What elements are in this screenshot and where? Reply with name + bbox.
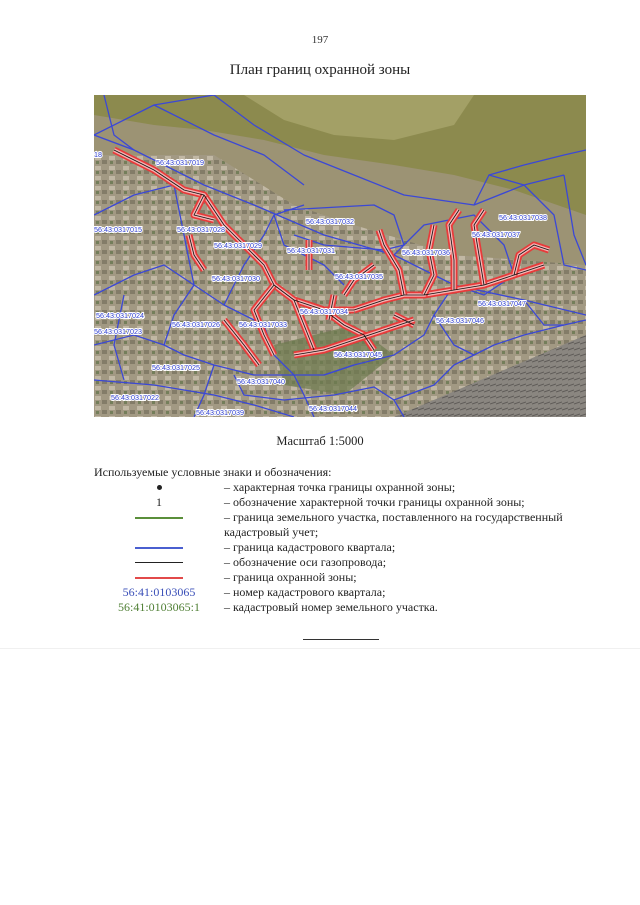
legend-item-text: – номер кадастрового квартала; xyxy=(224,585,386,599)
quarter-label: 56:43:0317029 xyxy=(214,241,262,250)
quarter-label: 56:43:0317047 xyxy=(478,299,526,308)
red-line-icon xyxy=(94,570,224,585)
legend-item-text: – обозначение оси газопровода; xyxy=(224,555,387,569)
quarter-label: 56:43:0317022 xyxy=(111,393,159,402)
legend-heading: Используемые условные знаки и обозначения: xyxy=(94,465,332,479)
quarter-label: 56:43:0317039 xyxy=(196,408,244,417)
quarter-label: 56:43:0317015 xyxy=(94,225,142,234)
quarter-label: 56:43:0317037 xyxy=(472,230,520,239)
quarter-label: 56:43:0317028 xyxy=(177,225,225,234)
quarter-label: 56:43:0317046 xyxy=(436,316,484,325)
quarter-label: 56:43:0317036 xyxy=(402,248,450,257)
map-scale: Масштаб 1:5000 xyxy=(276,434,364,448)
quarter-label: 56:43:0317044 xyxy=(309,404,357,413)
page-number: 197 xyxy=(311,34,329,46)
quarter-label: 56:43:0317038 xyxy=(499,213,547,222)
quarter-label: 56:43:0317023 xyxy=(94,327,142,336)
green-line-icon xyxy=(94,510,224,525)
legend-item xyxy=(94,570,594,585)
quarter-label: 56:43:0317033 xyxy=(239,320,287,329)
quarter-label: 56:43:0317019 xyxy=(156,158,204,167)
point-number-symbol: 1 xyxy=(156,495,162,509)
quarter-label: 56:43:0317031 xyxy=(287,246,335,255)
legend xyxy=(94,480,594,615)
quarter-label: 56:43:0317035 xyxy=(335,272,383,281)
quarter-label: 18 xyxy=(94,150,102,159)
protection-zone-map[interactable] xyxy=(94,95,586,417)
end-divider xyxy=(303,639,379,640)
quarter-label: 56:43:0317040 xyxy=(237,377,285,386)
legend-item xyxy=(94,480,594,495)
quarter-label: 56:43:0317045 xyxy=(334,350,382,359)
legend-item-text: – обозначение характерной точки границы охранной зоны; xyxy=(224,495,525,509)
legend-item xyxy=(94,540,594,555)
quarter-number-sample: 56:41:0103065 xyxy=(122,585,196,599)
quarter-label: 56:43:0317030 xyxy=(212,274,260,283)
legend-item-text: – граница охранной зоны; xyxy=(224,570,357,584)
legend-item xyxy=(94,495,594,510)
parcel-number-sample: 56:41:0103065:1 xyxy=(117,600,200,614)
quarter-label: 56:43:0317026 xyxy=(172,320,220,329)
scan-edge-line xyxy=(0,648,640,649)
black-line-icon xyxy=(94,555,224,570)
legend-item xyxy=(94,510,594,540)
legend-item-text: – характерная точка границы охранной зоны; xyxy=(224,480,456,494)
page-title: План границ охранной зоны xyxy=(229,62,411,78)
quarter-label: 56:43:0317024 xyxy=(96,311,144,320)
legend-item-text: – кадастровый номер земельного участка. xyxy=(224,600,438,614)
point-dot-icon xyxy=(94,480,224,495)
quarter-label: 56:43:0317032 xyxy=(306,217,354,226)
map-canvas[interactable] xyxy=(94,95,586,417)
legend-item-text: – граница земельного участка, поставленного на государственный кадастровый учет; xyxy=(224,510,563,539)
legend-item xyxy=(94,585,594,600)
legend-item xyxy=(94,600,594,615)
blue-line-icon xyxy=(94,540,224,555)
legend-item-text: – граница кадастрового квартала; xyxy=(224,540,396,554)
legend-item xyxy=(94,555,594,570)
quarter-label: 56:43:0317034 xyxy=(300,307,348,316)
quarter-label: 56:43:0317025 xyxy=(152,363,200,372)
